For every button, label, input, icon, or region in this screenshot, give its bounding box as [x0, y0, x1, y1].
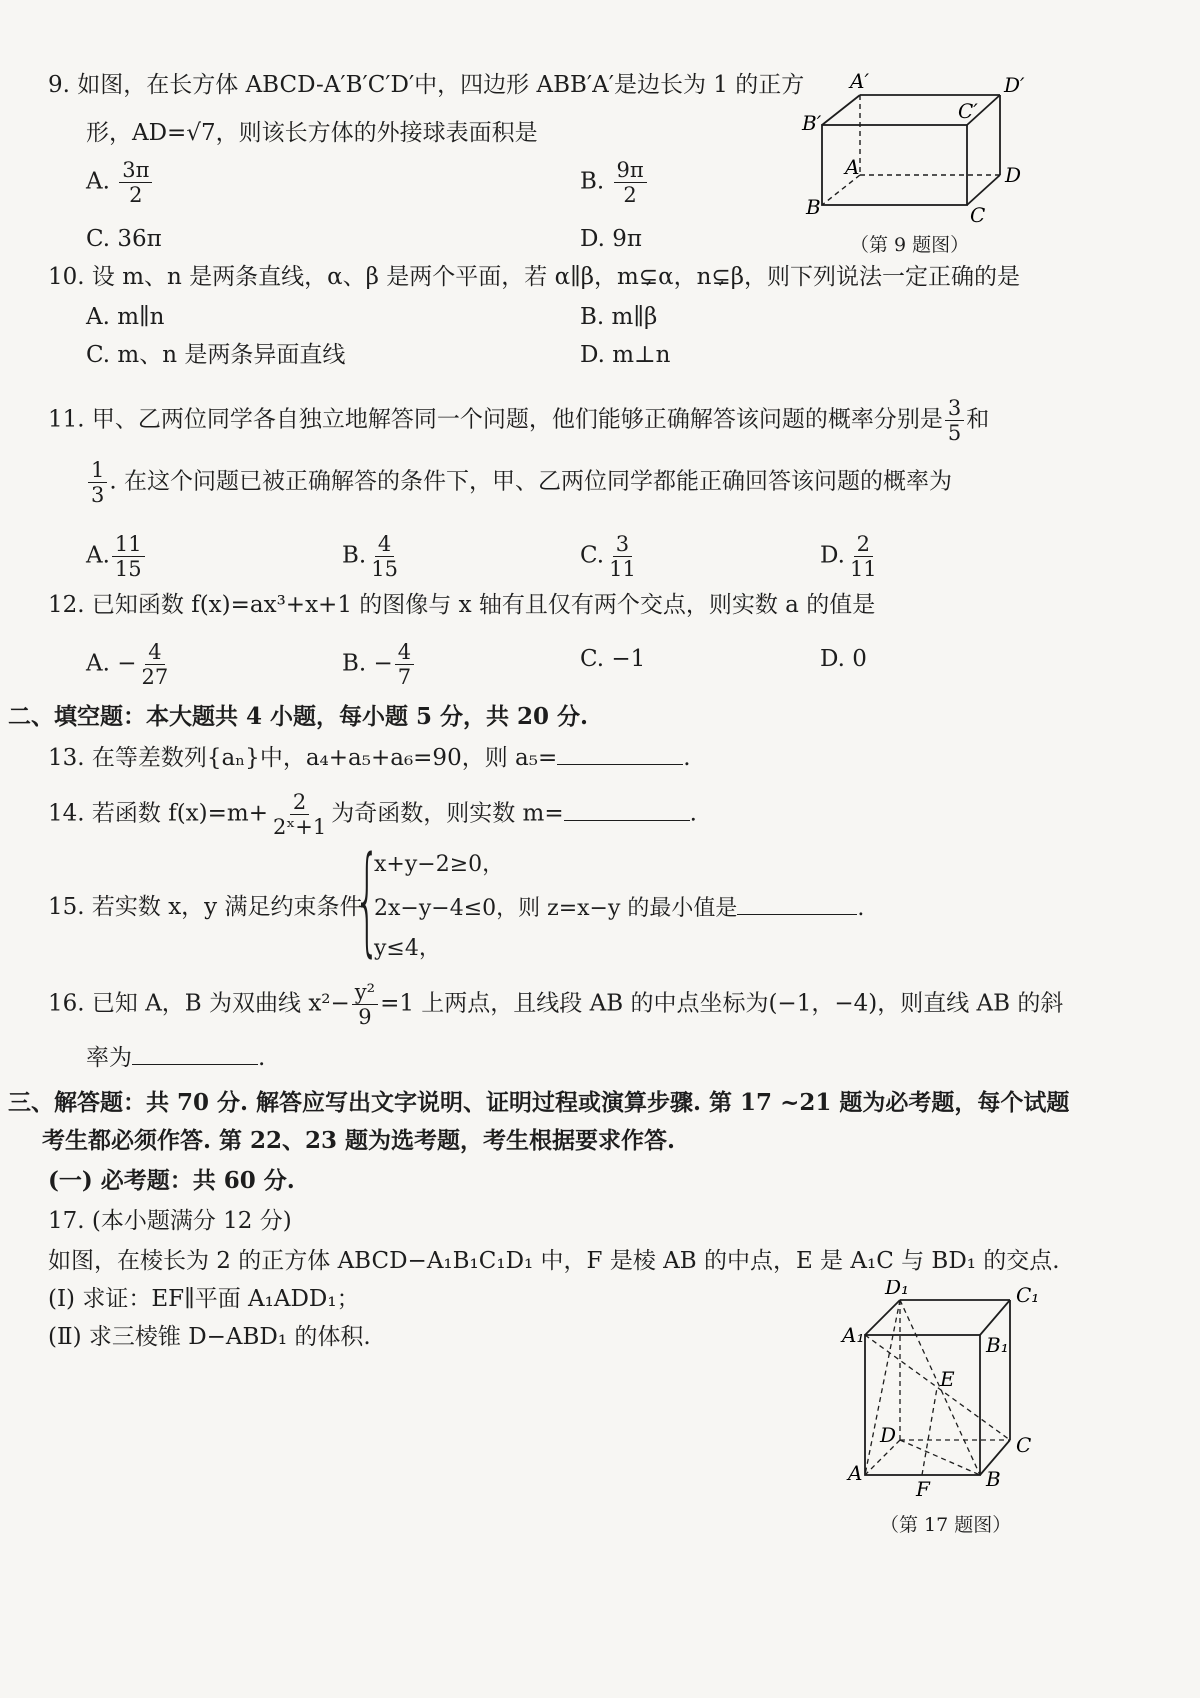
- q11-option-c-label: C.: [580, 542, 605, 569]
- q9-option-b-label: B.: [580, 168, 605, 195]
- q13-period: .: [683, 745, 691, 771]
- q17-edge: [865, 1300, 900, 1335]
- q11-option-a-denominator: 15: [114, 557, 142, 581]
- q12-option-a-label: A. −: [86, 650, 137, 677]
- q12-option-a-fraction: [139, 640, 172, 689]
- q9-label-b1: B′: [802, 111, 822, 135]
- q12-option-b-numerator: 4: [395, 640, 414, 665]
- q11-fraction-1-numerator: 3: [945, 396, 964, 421]
- q9-front-face: [822, 125, 967, 205]
- q12-stem: 12. 已知函数 f(x)=ax³+x+1 的图像与 x 轴有且仅有两个交点，则实数 a 的值是: [48, 592, 876, 618]
- q9-option-b-fraction: [614, 158, 647, 207]
- q11-fraction-1: [945, 396, 964, 445]
- q9-stem-line2: 形，AD=√7，则该长方体的外接球表面积是: [86, 120, 538, 146]
- q17-label-c1: C₁: [1016, 1283, 1040, 1307]
- q16-denominator: 9: [358, 1005, 372, 1029]
- q11-fraction-2-denominator: 3: [91, 483, 105, 507]
- q17-part-1: (Ⅰ) 求证：EF∥平面 A₁ADD₁；: [48, 1286, 360, 1312]
- q11-stem-line2: [86, 458, 952, 507]
- q11-stem-text: 11. 甲、乙两位同学各自独立地解答同一个问题，他们能够正确解答该问题的概率分别是: [48, 406, 943, 433]
- q17-edge: [980, 1300, 1010, 1335]
- q16-period: .: [258, 1045, 266, 1071]
- q9-option-a-numerator: 3π: [119, 158, 152, 183]
- q12-option-b-label: B. −: [342, 650, 393, 677]
- q9-option-a-fraction: [119, 158, 152, 207]
- q9-option-b-denominator: 2: [623, 183, 637, 207]
- q11-stem-text-2: . 在这个问题已被正确解答的条件下，甲、乙两位同学都能正确回答该问题的概率为: [109, 468, 952, 495]
- q9-label-a: A: [845, 155, 860, 179]
- q11-option-b-label: B.: [342, 542, 367, 569]
- q15-constraint-2-text: 2x−y−4≤0，则 z=x−y 的最小值是: [374, 896, 738, 921]
- q11-option-b-denominator: 15: [371, 557, 398, 581]
- q14-text-pre: 14. 若函数 f(x)=m+: [48, 800, 268, 827]
- q17-label-d1: D₁: [885, 1280, 910, 1299]
- q9-option-c: C. 36π: [86, 226, 162, 252]
- q11-fraction-2: [88, 458, 107, 507]
- q17-label-a: A: [848, 1461, 863, 1485]
- section-3-heading-line1: 三、解答题：共 70 分. 解答应写出文字说明、证明过程或演算步骤. 第 17 ~21 题为必考题，每个试题: [8, 1089, 1070, 1116]
- q9-option-b: [580, 158, 649, 207]
- q9-stem-line1: 9. 如图，在长方体 ABCD-A′B′C′D′中，四边形 ABB′A′是边长为 1 的正方: [48, 72, 805, 98]
- q12-option-b: [342, 640, 416, 689]
- q16-stem-line2: [86, 1042, 265, 1073]
- q17-label-a1: A₁: [842, 1323, 865, 1347]
- q9-label-d1: D′: [1004, 73, 1025, 97]
- q12-option-c: C. −1: [580, 646, 646, 672]
- q9-figure-caption: （第 9 题图）: [850, 234, 970, 256]
- q17-label-c: C: [1016, 1433, 1032, 1457]
- q9-option-a-label: A.: [86, 168, 110, 195]
- q10-option-a: A. m∥n: [86, 304, 165, 330]
- q9-label-c1: C′: [958, 99, 978, 123]
- q15-brace: {: [354, 830, 381, 968]
- q13-stem: [48, 742, 691, 773]
- q17-stem: 如图，在棱长为 2 的正方体 ABCD−A₁B₁C₁D₁ 中，F 是棱 AB 的中点，E 是 A₁C 与 BD₁ 的交点.: [48, 1248, 1060, 1274]
- q11-option-d-denominator: 11: [849, 557, 877, 581]
- q17-part-2: (Ⅱ) 求三棱锥 D−ABD₁ 的体积.: [48, 1324, 371, 1350]
- q15-constraint-2: [374, 892, 864, 924]
- q11-option-a: [86, 532, 147, 581]
- q11-option-c-denominator: 11: [609, 557, 636, 581]
- q12-option-d: D. 0: [820, 646, 867, 672]
- q12-option-b-fraction: [395, 640, 414, 689]
- q15-answer-blank[interactable]: [737, 892, 857, 915]
- q16-numerator: y²: [352, 980, 378, 1005]
- q16-text-pre: 16. 已知 A，B 为双曲线 x²−: [48, 990, 350, 1017]
- q12-option-a: [86, 640, 173, 689]
- q11-option-d-fraction: [847, 532, 880, 581]
- q10-stem: 10. 设 m、n 是两条直线，α、β 是两个平面，若 α∥β，m⊊α，n⊊β，则下列说法一定正确的是: [48, 264, 1021, 290]
- q9-label-c: C: [970, 203, 986, 227]
- q11-option-b: [342, 532, 403, 581]
- q11-option-c-fraction: [606, 532, 639, 581]
- q17-label-b1: B₁: [986, 1333, 1009, 1357]
- q9-label-d: D: [1005, 163, 1022, 187]
- q12-option-b-denominator: 7: [397, 665, 412, 689]
- q11-and: 和: [966, 406, 990, 433]
- q9-cuboid-figure: [800, 70, 1060, 230]
- section-2-heading: 二、填空题：本大题共 4 小题，每小题 5 分，共 20 分.: [8, 703, 589, 730]
- q9-option-a: [86, 158, 154, 207]
- q17-cube-figure: [840, 1280, 1040, 1505]
- q11-option-b-fraction: [368, 532, 401, 581]
- q10-option-b: B. m∥β: [580, 304, 658, 330]
- q14-text-post: 为奇函数，则实数 m=: [331, 800, 564, 827]
- q17-label-d: D: [880, 1423, 897, 1447]
- q9-edge: [822, 95, 860, 125]
- q15-period: .: [857, 896, 865, 921]
- q11-option-d-numerator: 2: [854, 532, 873, 557]
- q17-segment-ad1: [865, 1300, 900, 1475]
- q9-label-a1: A′: [850, 70, 869, 93]
- q15-stem: 15. 若实数 x，y 满足约束条件: [48, 894, 363, 920]
- q11-option-c-numerator: 3: [613, 532, 632, 557]
- q17-label-e: E: [940, 1367, 955, 1391]
- q16-fraction: [352, 980, 378, 1029]
- q11-fraction-1-denominator: 5: [947, 421, 962, 445]
- q9-option-d: D. 9π: [580, 226, 642, 252]
- q10-option-d: D. m⊥n: [580, 342, 671, 368]
- q11-option-c: [580, 532, 641, 581]
- q14-fraction: [270, 790, 329, 839]
- q14-answer-blank[interactable]: [564, 798, 690, 821]
- q11-option-a-fraction: [112, 532, 145, 581]
- q9-option-b-numerator: 9π: [614, 158, 647, 183]
- q14-numerator: 2: [290, 790, 309, 815]
- q16-text-post: =1 上两点，且线段 AB 的中点坐标为(−1，−4)，则直线 AB 的斜: [380, 990, 1064, 1017]
- q13-answer-blank[interactable]: [557, 742, 683, 765]
- q17-segment-ef: [922, 1388, 937, 1475]
- q13-text: 13. 在等差数列{aₙ}中，a₄+a₅+a₆=90，则 a₅=: [48, 745, 558, 771]
- section-3-subheading: (一) 必考题：共 60 分.: [48, 1167, 295, 1194]
- q9-label-b: B: [806, 195, 821, 219]
- q17-segment-db: [900, 1440, 980, 1475]
- q11-option-a-label: A.: [86, 542, 110, 569]
- q16-text-line2: 率为: [86, 1045, 132, 1071]
- q9-hidden-edge: [822, 175, 860, 205]
- q15-constraint-3: y≤4，: [374, 936, 441, 961]
- q11-option-b-numerator: 4: [375, 532, 394, 557]
- q17-label-b: B: [986, 1467, 1001, 1491]
- q10-option-c: C. m、n 是两条异面直线: [86, 342, 346, 368]
- q11-option-d-label: D.: [820, 542, 845, 569]
- q12-option-a-numerator: 4: [145, 640, 164, 665]
- q14-denominator: 2ˣ+1: [272, 815, 327, 839]
- section-3-heading-line2: 考生都必须作答. 第 22、23 题为选考题，考生根据要求作答.: [42, 1127, 676, 1154]
- q11-option-a-numerator: 11: [112, 532, 145, 557]
- q15-constraint-1: x+y−2≥0，: [374, 852, 505, 877]
- q11-option-d: [820, 532, 882, 581]
- q16-answer-blank[interactable]: [132, 1042, 258, 1065]
- q9-edge: [967, 175, 1000, 205]
- q11-stem-line1: [48, 396, 989, 445]
- q17-figure-caption: （第 17 题图）: [880, 1514, 1012, 1536]
- q17-title: 17. (本小题满分 12 分): [48, 1208, 292, 1234]
- q17-label-f: F: [916, 1477, 930, 1501]
- q9-option-a-denominator: 2: [129, 183, 143, 207]
- q12-option-a-denominator: 27: [141, 665, 169, 689]
- q14-period: .: [689, 800, 697, 827]
- q16-stem-line1: [48, 980, 1063, 1029]
- q11-fraction-2-numerator: 1: [88, 458, 107, 483]
